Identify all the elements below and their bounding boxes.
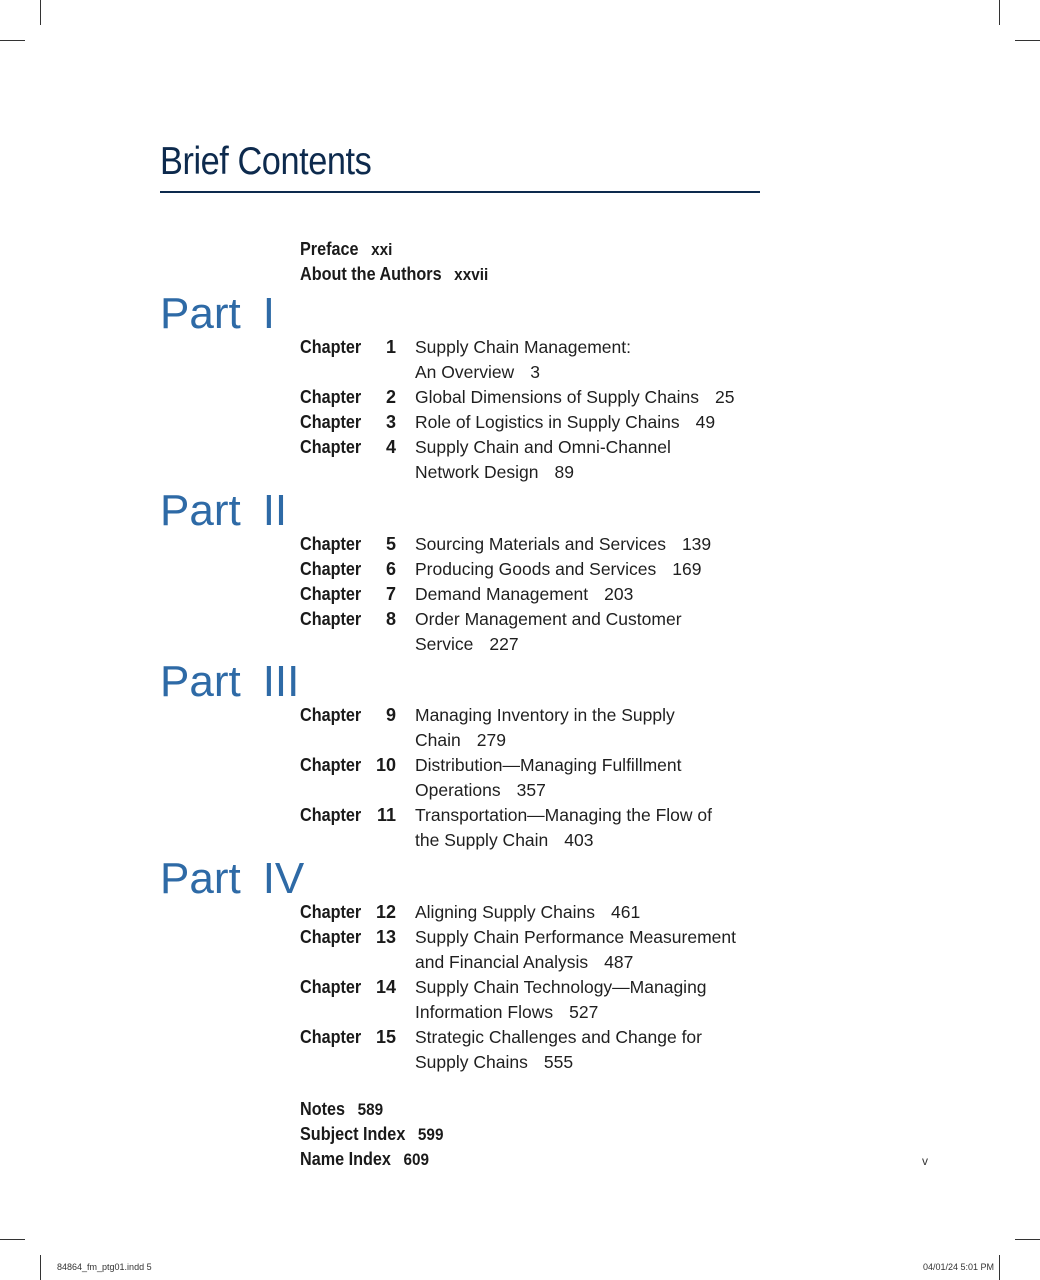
crop-mark bbox=[40, 0, 41, 25]
chapter-label: Chapter bbox=[300, 1027, 362, 1047]
part-heading-1 bbox=[160, 290, 275, 338]
chapter-number: 2 bbox=[385, 387, 396, 407]
chapter-page: 357 bbox=[516, 780, 546, 800]
chapter-number: 10 bbox=[375, 755, 396, 775]
chapter-title: Aligning Supply Chains 461 bbox=[415, 902, 641, 922]
toc-entry-name-index[interactable] bbox=[300, 1147, 429, 1172]
chapter-number: 14 bbox=[375, 977, 396, 997]
chapter-number: 8 bbox=[385, 609, 396, 629]
toc-entry-notes[interactable] bbox=[300, 1097, 383, 1122]
chapter-label: Chapter bbox=[300, 387, 362, 407]
chapter-label: Chapter bbox=[300, 705, 362, 725]
entry-label: Subject Index bbox=[300, 1124, 406, 1144]
entry-label: Preface bbox=[300, 239, 359, 259]
chapter-number: 3 bbox=[385, 412, 396, 432]
chapter-title: Supply Chain and Omni-Channel Network Design 89 bbox=[415, 437, 671, 482]
entry-page: 609 bbox=[403, 1150, 430, 1169]
page-folio: v bbox=[922, 1154, 928, 1168]
part-numeral: IV bbox=[262, 854, 305, 903]
toc-entry-subject-index[interactable] bbox=[300, 1122, 443, 1147]
chapter-page: 89 bbox=[554, 462, 574, 482]
chapter-number: 1 bbox=[385, 337, 396, 357]
chapter-number: 15 bbox=[375, 1027, 396, 1047]
chapter-label: Chapter bbox=[300, 437, 362, 457]
chapter-number: 12 bbox=[375, 902, 396, 922]
chapter-title: Role of Logistics in Supply Chains 49 bbox=[415, 412, 716, 432]
chapter-page: 25 bbox=[715, 387, 735, 407]
chapter-label: Chapter bbox=[300, 584, 362, 604]
chapter-title: Transportation—Managing the Flow of the Supply Chain 403 bbox=[415, 805, 713, 850]
part-label: Part bbox=[160, 486, 241, 535]
part-heading-3 bbox=[160, 658, 299, 706]
chapter-number: 9 bbox=[385, 705, 396, 725]
chapter-page: 279 bbox=[476, 730, 506, 750]
slug-left: 84864_fm_ptg01.indd 5 bbox=[57, 1262, 152, 1272]
chapter-label: Chapter bbox=[300, 412, 362, 432]
entry-page: xxi bbox=[371, 240, 393, 259]
entry-page: 589 bbox=[357, 1100, 384, 1119]
chapter-label: Chapter bbox=[300, 534, 362, 554]
chapter-page: 555 bbox=[543, 1052, 574, 1072]
chapter-label: Chapter bbox=[300, 559, 362, 579]
chapter-title: Supply Chain Performance Measurement and Financial Analysis 487 bbox=[415, 927, 736, 972]
chapter-title: Sourcing Materials and Services 139 bbox=[415, 534, 712, 554]
chapter-page: 487 bbox=[604, 952, 634, 972]
chapter-page: 139 bbox=[681, 534, 712, 554]
chapter-title: Strategic Challenges and Change for Supply Chains 555 bbox=[415, 1027, 702, 1072]
chapter-page: 49 bbox=[695, 412, 716, 432]
part-label: Part bbox=[160, 289, 241, 338]
toc-entry-about-authors[interactable] bbox=[300, 262, 488, 287]
chapter-number: 11 bbox=[376, 805, 396, 825]
chapter-title: Distribution—Managing Fulfillment Operations 357 bbox=[415, 755, 682, 800]
chapter-page: 203 bbox=[604, 584, 634, 604]
chapter-page: 227 bbox=[489, 634, 519, 654]
chapter-number: 5 bbox=[385, 534, 396, 554]
chapter-number: 13 bbox=[375, 927, 396, 947]
entry-label: About the Authors bbox=[300, 264, 442, 284]
chapter-title: Managing Inventory in the Supply Chain 279 bbox=[415, 705, 675, 750]
entry-page: 599 bbox=[417, 1125, 444, 1144]
part-label: Part bbox=[160, 854, 241, 903]
chapter-number: 7 bbox=[385, 584, 396, 604]
chapter-label: Chapter bbox=[300, 337, 362, 357]
crop-mark bbox=[1015, 1239, 1040, 1240]
chapter-label: Chapter bbox=[300, 927, 362, 947]
chapter-number: 4 bbox=[385, 437, 396, 457]
chapter-label: Chapter bbox=[300, 755, 362, 775]
crop-mark bbox=[40, 1255, 41, 1280]
page-title: Brief Contents bbox=[160, 140, 372, 183]
chapter-title: Supply Chain Technology—Managing Information Flows 527 bbox=[415, 977, 707, 1022]
chapter-label: Chapter bbox=[300, 977, 362, 997]
chapter-page: 3 bbox=[530, 362, 540, 382]
toc-entry-preface[interactable] bbox=[300, 237, 392, 262]
part-numeral: II bbox=[262, 486, 288, 535]
chapter-title: Supply Chain Management: An Overview 3 bbox=[415, 337, 631, 382]
part-heading-2 bbox=[160, 487, 287, 535]
part-heading-4 bbox=[160, 855, 304, 903]
title-rule bbox=[160, 191, 760, 193]
chapter-page: 403 bbox=[564, 830, 594, 850]
chapter-title: Demand Management 203 bbox=[415, 584, 634, 604]
part-numeral: III bbox=[262, 657, 300, 706]
chapter-title: Producing Goods and Services 169 bbox=[415, 559, 702, 579]
chapter-page: 527 bbox=[569, 1002, 599, 1022]
chapter-label: Chapter bbox=[300, 609, 362, 629]
part-label: Part bbox=[160, 657, 241, 706]
chapter-label: Chapter bbox=[300, 805, 362, 825]
chapter-title: Global Dimensions of Supply Chains 25 bbox=[415, 387, 735, 407]
entry-label: Notes bbox=[300, 1099, 346, 1119]
chapter-label: Chapter bbox=[300, 902, 362, 922]
crop-mark bbox=[0, 1239, 25, 1240]
chapter-page: 461 bbox=[610, 902, 641, 922]
crop-mark bbox=[999, 0, 1000, 25]
crop-mark bbox=[999, 1255, 1000, 1280]
entry-label: Name Index bbox=[300, 1149, 391, 1169]
chapter-title: Order Management and Customer Service 227 bbox=[415, 609, 682, 654]
part-numeral: I bbox=[262, 289, 275, 338]
slug-right: 04/01/24 5:01 PM bbox=[922, 1262, 994, 1272]
chapter-number: 6 bbox=[385, 559, 396, 579]
crop-mark bbox=[1015, 40, 1040, 41]
crop-mark bbox=[0, 40, 25, 41]
chapter-page: 169 bbox=[672, 559, 702, 579]
entry-page: xxvii bbox=[454, 265, 489, 284]
